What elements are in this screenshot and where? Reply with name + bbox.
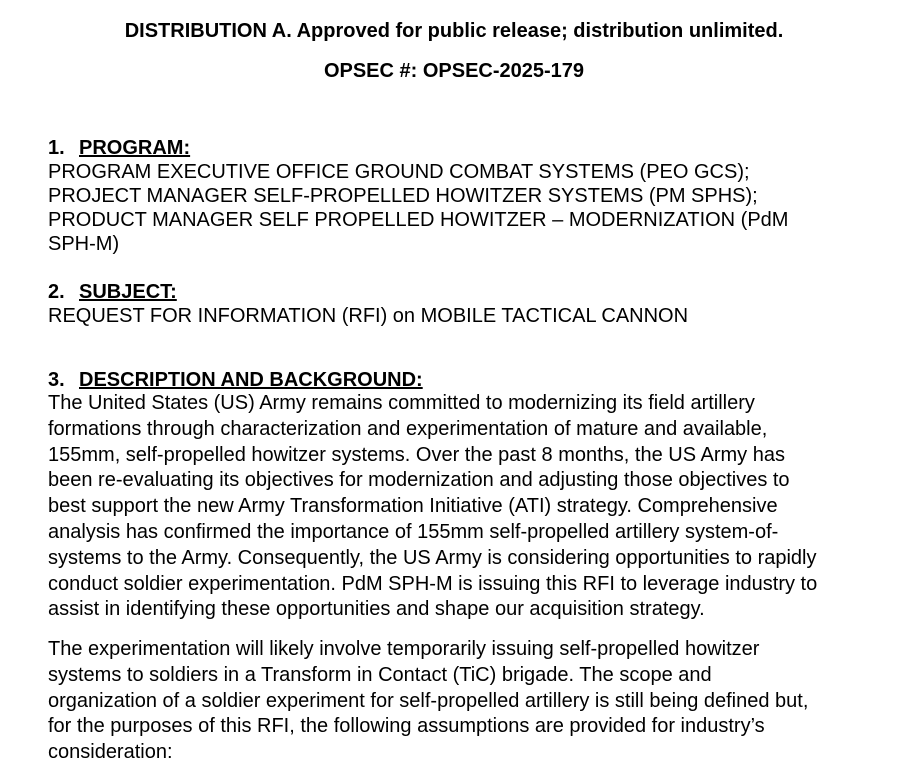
body-line: systems to soldiers in a Transform in Contact (TiC) brigade. The scope and — [48, 663, 712, 686]
body-line: 155mm, self-propelled howitzer systems. Over the past 8 months, the US Army has — [48, 443, 785, 466]
section-heading — [48, 136, 860, 160]
body-line: PROGRAM EXECUTIVE OFFICE GROUND COMBAT SYSTEMS (PEO GCS); — [48, 161, 750, 183]
section-label: PROGRAM: — [79, 137, 191, 159]
section-heading — [48, 280, 860, 304]
body-line: REQUEST FOR INFORMATION (RFI) on MOBILE TACTICAL CANNON — [48, 305, 689, 327]
section-number: 2. — [48, 281, 65, 303]
body-line: systems to the Army. Consequently, the US Army is considering opportunities to rapidly — [48, 546, 817, 569]
body-line: assist in identifying these opportunities and shape our acquisition strategy. — [48, 598, 705, 621]
section-number: 3. — [48, 369, 65, 391]
distribution-statement: DISTRIBUTION A. Approved for public release; distribution unlimited. — [124, 20, 784, 42]
body-line: The United States (US) Army remains committed to modernizing its field artillery — [48, 392, 755, 414]
description-paragraph — [48, 391, 860, 623]
body-line: been re-evaluating its objectives for modernization and adjusting those objectives to — [48, 469, 790, 492]
body-line: PROJECT MANAGER SELF-PROPELLED HOWITZER SYSTEMS (PM SPHS); — [48, 185, 758, 207]
body-line: PRODUCT MANAGER SELF PROPELLED HOWITZER – MODERNIZATION (PdM — [48, 209, 789, 231]
body-line: conduct soldier experimentation. PdM SPH-M is issuing this RFI to leverage industry to — [48, 572, 818, 595]
section-program — [48, 136, 860, 256]
opsec-number: OPSEC #: OPSEC-2025-179 — [323, 60, 585, 82]
body-line: SPH-M) — [48, 233, 120, 255]
body-line: for the purposes of this RFI, the following assumptions are provided for industry’s — [48, 715, 765, 738]
section-heading — [48, 368, 860, 392]
body-line: analysis has confirmed the importance of 155mm self-propelled artillery system-of- — [48, 520, 779, 543]
body-line: The experimentation will likely involve temporarily issuing self-propelled howitzer — [48, 638, 760, 660]
section-label: SUBJECT: — [79, 281, 177, 303]
section-number: 1. — [48, 137, 65, 159]
body-line: organization of a soldier experiment for self-propelled artillery is still being defined but, — [48, 689, 809, 712]
body-line: formations through characterization and experimentation of mature and available, — [48, 417, 768, 440]
section-description-heading — [48, 368, 860, 392]
section-subject — [48, 280, 860, 328]
body-line: consideration: — [48, 741, 173, 764]
experimentation-paragraph — [48, 637, 860, 766]
section-label: DESCRIPTION AND BACKGROUND: — [79, 369, 423, 391]
body-line: best support the new Army Transformation Initiative (ATI) strategy. Comprehensive — [48, 495, 778, 518]
